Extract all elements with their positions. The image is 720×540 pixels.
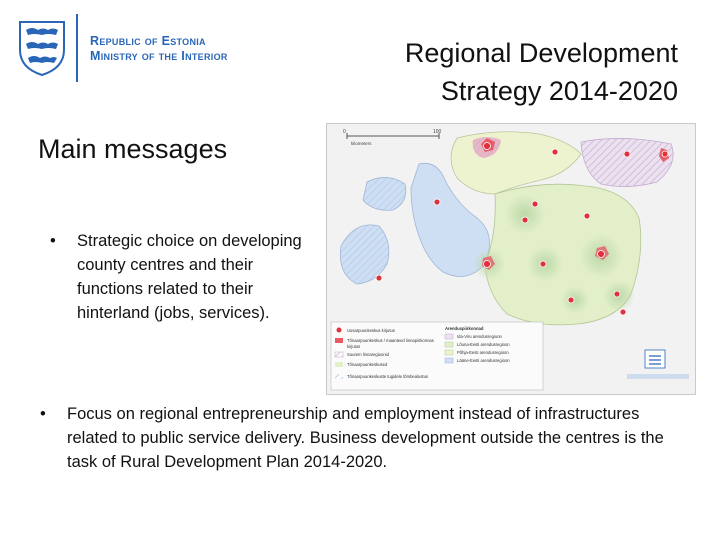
bullet-emphasis: county centres xyxy=(77,256,185,274)
marker xyxy=(484,261,491,268)
coat-of-arms-icon xyxy=(18,20,66,76)
logo-divider xyxy=(76,14,78,82)
bullet-text-before: Strategic choice on developing xyxy=(77,232,302,250)
marker xyxy=(662,151,668,157)
legend-item: kirjutus xyxy=(347,344,361,349)
legend-item: Tõnaarpuunkeskused xyxy=(347,362,388,367)
marker xyxy=(540,261,546,267)
legend-item: Tõnaarpuunkeskus / maanteed linnapiirkonnas xyxy=(347,338,434,343)
regional-map-figure xyxy=(326,123,696,395)
marker xyxy=(620,309,626,315)
legend-item: Põhja-Eesti arendusregioon xyxy=(457,350,509,355)
legend-title: Arenduspiirkonnad xyxy=(445,326,484,331)
section-heading: Main messages xyxy=(38,134,228,164)
marker xyxy=(614,291,620,297)
legend-item: Suurem linnaregioonid xyxy=(347,352,389,357)
bullet-emphasis: entrepreneurship and employment xyxy=(202,405,455,423)
bullet-text-after: instead of infrastructures related to public service delivery. Business development outside the centres is the task of Rural Development Plan 2014-2020. xyxy=(67,405,664,471)
bullet-text xyxy=(77,229,320,325)
marker xyxy=(532,201,538,207)
estonia-map xyxy=(327,124,695,394)
legend-item: Lõuna-Eesti arendusregioon xyxy=(457,342,510,347)
bullet-dot: • xyxy=(50,232,56,250)
marker xyxy=(598,251,605,258)
marker xyxy=(484,143,491,150)
marker xyxy=(522,217,528,223)
logo-line-1: Republic of Estonia xyxy=(90,34,206,48)
logo-line-2: Ministry of the Interior xyxy=(90,49,228,63)
map-legend xyxy=(331,322,543,390)
marker xyxy=(568,297,574,303)
title-line-2: Strategy 2014-2020 xyxy=(440,76,678,106)
logo-text xyxy=(90,34,228,64)
marker xyxy=(376,275,382,281)
legend-item: Uusarpuunkeskus kirjutus xyxy=(347,328,395,333)
marker xyxy=(624,151,630,157)
slide-title xyxy=(405,34,678,110)
bullet-entrepreneurship xyxy=(40,402,680,474)
bullet-text xyxy=(67,402,680,474)
legend-item: Ida-Viru arendusregioon xyxy=(457,334,502,339)
marker xyxy=(552,149,558,155)
legend-item: Tõnaarpuunkeskuste tugidele tõmbealustus xyxy=(347,374,429,379)
scale-start: 0 xyxy=(343,129,346,135)
scale-end: 100 xyxy=(433,129,442,135)
ministry-logo xyxy=(14,14,229,78)
marker xyxy=(584,213,590,219)
bullet-dot: • xyxy=(40,405,46,423)
bullet-text-after: and their functions related to their hinterland (jobs, services). xyxy=(77,256,270,322)
marker xyxy=(434,199,440,205)
legend-item: Lääne-Eesti arendusregioon xyxy=(457,358,510,363)
bullet-county-centres xyxy=(50,229,320,325)
scale-unit: kilometers xyxy=(351,141,372,146)
title-line-1: Regional Development xyxy=(404,38,678,68)
bullet-text-before: Focus on regional xyxy=(67,405,203,423)
